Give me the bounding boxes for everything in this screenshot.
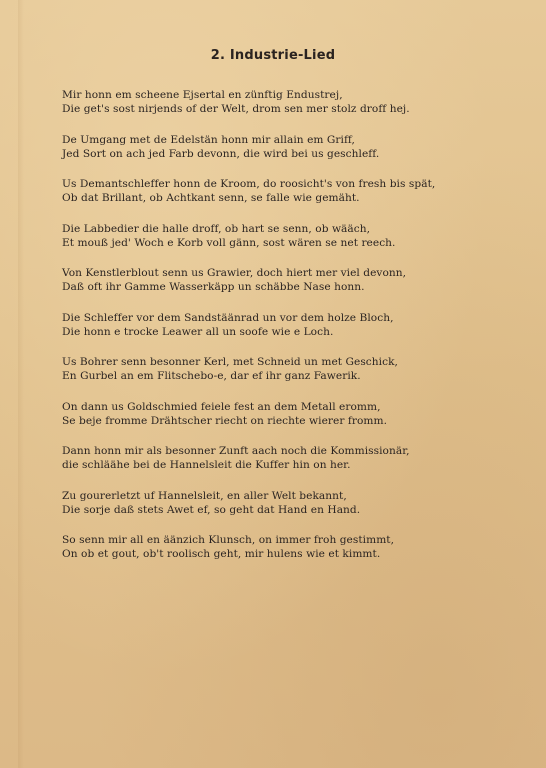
stanza-line: Von Kenstlerblout senn us Grawier, doch hiert mer viel devonn, [62, 267, 407, 279]
stanza-8 [62, 400, 492, 428]
stanza-line: En Gurbel an em Flitschebo-e, dar ef ihr ganz Fawerik. [62, 370, 361, 382]
stanza-7 [62, 355, 492, 383]
stanza-line: Die honn e trocke Leawer all un soofe wie e Loch. [62, 325, 334, 338]
stanza-line: Zu gourerletzt uf Hannelsleit, en aller Welt bekannt, [62, 489, 347, 502]
stanza-line: Die Schleffer vor dem Sandstäänrad un vor dem holze Bloch, [62, 311, 394, 324]
stanza-2 [62, 133, 492, 161]
stanza-11 [62, 533, 492, 561]
stanza-1 [62, 88, 492, 116]
song-title: 2. Industrie-Lied [210, 48, 336, 63]
stanza-line: Die get's sost nirjends of der Welt, drom sen mer stolz droff hej. [62, 103, 410, 115]
stanza-line: On dann us Goldschmied feiele fest an dem Metall eromm, [62, 400, 381, 413]
lyrics-body [62, 88, 492, 578]
stanza-line: Mir honn em scheene Ejsertal en zünftig Endustrej, [62, 89, 343, 101]
stanza-5 [62, 266, 492, 294]
stanza-line: De Umgang met de Edelstän honn mir allain em Griff, [62, 133, 355, 146]
stanza-line: Die Labbedier die halle droff, ob hart se senn, ob wääch, [62, 222, 371, 235]
stanza-3 [62, 177, 492, 205]
stanza-line: Us Bohrer senn besonner Kerl, met Schneid un met Geschick, [62, 356, 398, 368]
stanza-line: die schläähe bei de Hannelsleit die Kuffer hin on her. [62, 459, 351, 471]
stanza-10 [62, 489, 492, 517]
stanza-line: Die sorje daß stets Awet ef, so geht dat Hand en Hand. [62, 503, 361, 516]
stanza-line: On ob et gout, ob't roolisch geht, mir hulens wie et kimmt. [62, 548, 381, 560]
stanza-line: Ob dat Brillant, ob Achtkant senn, se falle wie gemäht. [62, 192, 360, 204]
stanza-6 [62, 311, 492, 339]
stanza-line: Et mouß jed' Woch e Korb voll gänn, sost wären se net reech. [62, 236, 396, 249]
stanza-line: Se beje fromme Drähtscher riecht on riechte wierer fromm. [62, 414, 388, 427]
page-fold-shadow [18, 0, 24, 768]
stanza-line: Dann honn mir als besonner Zunft aach noch die Kommissionär, [62, 445, 410, 457]
stanza-4 [62, 222, 492, 250]
stanza-line: Jed Sort on ach jed Farb devonn, die wird bei us geschleff. [62, 147, 380, 160]
stanza-line: Us Demantschleffer honn de Kroom, do roosicht's von fresh bis spät, [62, 178, 436, 190]
stanza-9 [62, 444, 492, 472]
stanza-line: Daß oft ihr Gamme Wasserkäpp un schäbbe Nase honn. [62, 281, 365, 293]
stanza-line: So senn mir all en äänzich Klunsch, on immer froh gestimmt, [62, 534, 395, 546]
